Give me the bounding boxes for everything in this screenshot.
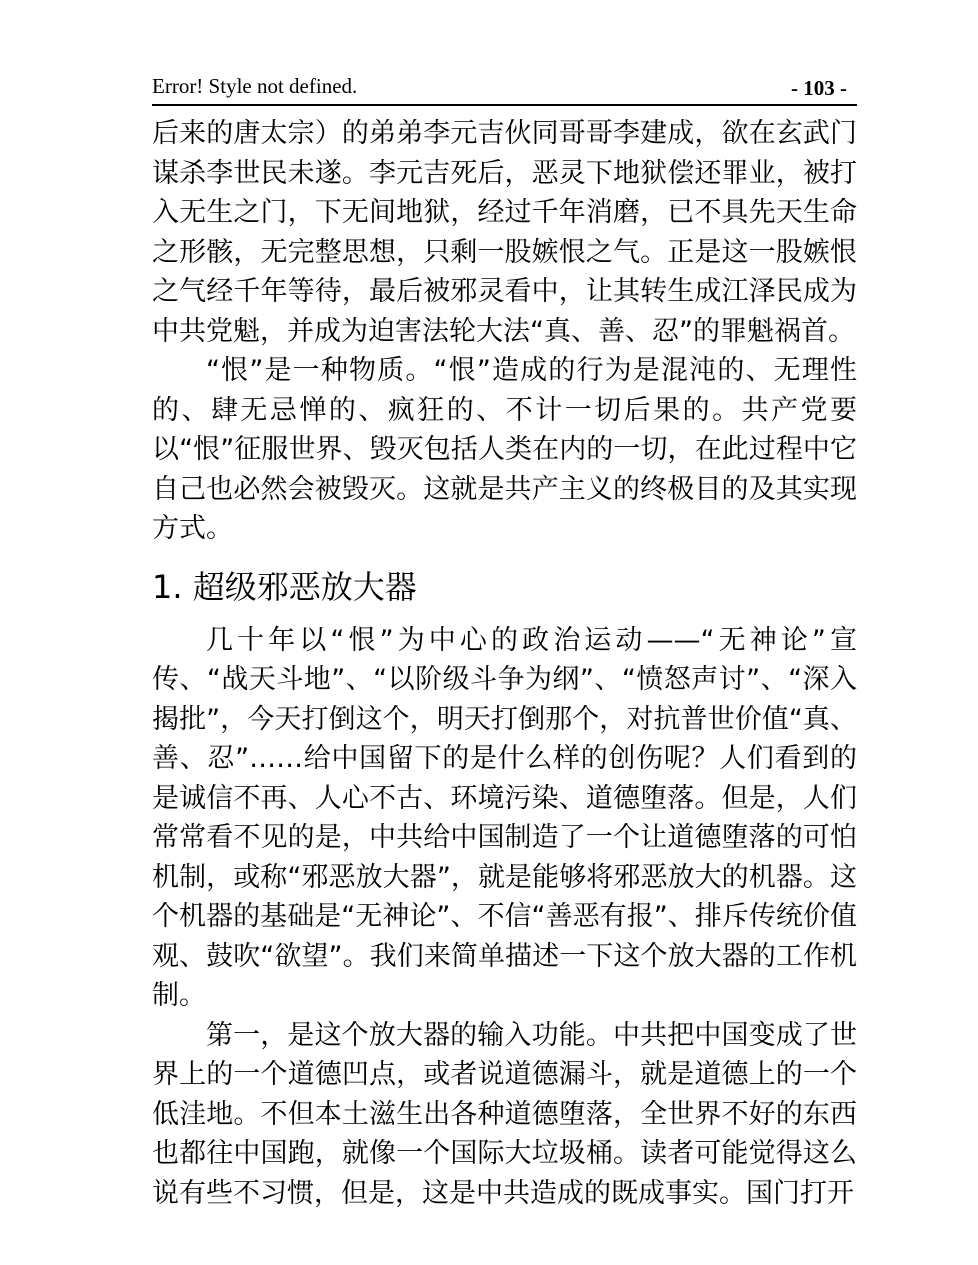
header-style-error-text: Error! Style not defined. (152, 74, 358, 98)
page-number: - 103 - (791, 76, 847, 100)
page-body (152, 114, 857, 1213)
section-heading: 1. 超级邪恶放大器 (152, 567, 417, 606)
running-header (152, 74, 857, 106)
paragraph-2: “恨”是一种物质。“恨”造成的行为是混沌的、无理性的、肆无忌惮的、疯狂的、不计一切后果的。共产党要以“恨”征服世界、毁灭包括人类在内的一切，在此过程中它自己也必然会被毁灭。这就是共产主义的终极目的及其实现方式。 (152, 355, 857, 544)
paragraph-3: 几十年以“恨”为中心的政治运动——“无神论”宣传、“战天斗地”、“以阶级斗争为纲”、“愤怒声讨”、“深入揭批”，今天打倒这个，明天打倒那个，对抗普世价值“真、善、忍”……给中国留下的是什么样的创伤呢？人们看到的是诚信不再、人心不古、环境污染、道德堕落。但是，人们常常看不见的是，中共给中国制造了一个让道德堕落的可怕机制，或称“邪恶放大器”，就是能够将邪恶放大的机器。这个机器的基础是“无神论”、不信“善恶有报”、排斥传统价值观、鼓吹“欲望”。我们来简单描述一下这个放大器的工作机制。 (152, 624, 857, 1011)
paragraph-1: 后来的唐太宗）的弟弟李元吉伙同哥哥李建成，欲在玄武门谋杀李世民未遂。李元吉死后，恶灵下地狱偿还罪业，被打入无生之门，下无间地狱，经过千年消磨，已不具先天生命之形骸，无完整思想，只剩一股嫉恨之气。正是这一股嫉恨之气经千年等待，最后被邪灵看中，让其转生成江泽民成为中共党魁，并成为迫害法轮大法“真、善、忍”的罪魁祸首。 (152, 118, 857, 347)
paragraph-4: 第一，是这个放大器的输入功能。中共把中国变成了世界上的一个道德凹点，或者说道德漏斗，就是道德上的一个低洼地。不但本土滋生出各种道德堕落，全世界不好的东西也都往中国跑，就像一个国际大垃圾桶。读者可能觉得这么说有些不习惯，但是，这是中共造成的既成事实。国门打开 (152, 1019, 857, 1209)
